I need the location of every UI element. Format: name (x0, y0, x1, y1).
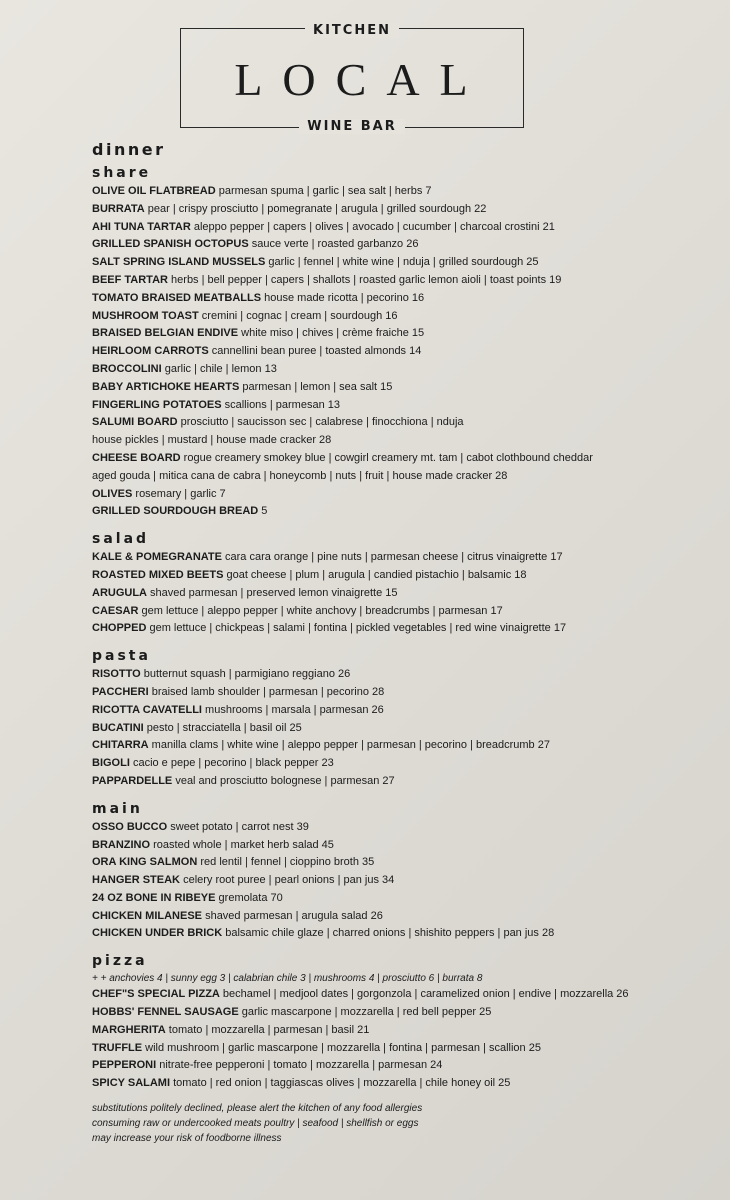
menu-item (92, 549, 712, 567)
menu-item-name: CHEF"S SPECIAL PIZZA (92, 988, 220, 1001)
item-list (92, 986, 712, 1093)
menu-item-name: AHI TUNA TARTAR (92, 220, 191, 233)
item-list (92, 819, 712, 944)
menu-item-description: sweet potato | carrot nest 39 (167, 820, 309, 833)
logo-name: LOCAL (234, 54, 488, 105)
menu-item (92, 684, 712, 702)
menu-item-description: nitrate-free pepperoni | tomato | mozzarella | parmesan 24 (156, 1059, 443, 1072)
menu-item-name: TOMATO BRAISED MEATBALLS (92, 291, 262, 304)
footer-notice (92, 1101, 712, 1146)
menu-item-name: ARUGULA (92, 586, 147, 599)
menu-item-name: PAPPARDELLE (92, 774, 173, 787)
menu-item (92, 468, 712, 486)
menu-item-description: manilla clams | white wine | aleppo pepper | parmesan | pecorino | breadcrumb 27 (148, 739, 550, 752)
menu-item-name: OLIVES (92, 487, 133, 500)
menu-item-description: house pickles | mustard | house made cracker 28 (92, 434, 332, 447)
menu-item (92, 219, 712, 237)
menu-item (92, 890, 712, 908)
menu-item-description: cara cara orange | pine nuts | parmesan cheese | citrus vinaigrette 17 (221, 551, 563, 564)
menu-item-name: OLIVE OIL FLATBREAD (92, 185, 216, 197)
menu-item-name: RICOTTA CAVATELLI (92, 703, 202, 716)
menu-item-description: cannellini bean puree | toasted almonds 14 (208, 345, 422, 358)
menu-item-description: aleppo pepper | capers | olives | avocado | cucumber | charcoal crostini 21 (190, 220, 555, 233)
menu-item (92, 272, 712, 290)
menu-item-description: 5 (258, 505, 268, 518)
menu-item-description: roasted whole | market herb salad 45 (150, 838, 334, 851)
section-salad (92, 531, 712, 638)
menu-item (92, 450, 712, 468)
menu-item-name: GRILLED SOURDOUGH BREAD (92, 505, 259, 518)
menu-item (92, 737, 712, 755)
menu-item (92, 432, 712, 450)
menu-item-name: MARGHERITA (92, 1023, 166, 1036)
menu-item (92, 755, 712, 773)
menu-item (92, 773, 712, 791)
menu-item (92, 1057, 712, 1075)
menu-item-description: butternut squash | parmigiano reggiano 26 (140, 668, 351, 681)
menu-item-name: BRANZINO (92, 838, 151, 851)
menu-item-name: PEPPERONI (92, 1059, 157, 1072)
menu-item-name: OSSO BUCCO (92, 820, 168, 833)
menu-item (92, 397, 712, 415)
menu-item (92, 567, 712, 585)
menu-item (92, 720, 712, 738)
menu-item-name: BEEF TARTAR (92, 273, 168, 286)
section-title: main (92, 800, 143, 817)
menu-item (92, 620, 712, 638)
menu-item (92, 308, 712, 326)
menu-item-name: CAESAR (92, 604, 139, 617)
menu-item (92, 254, 712, 272)
menu-item-description: house made ricotta | pecorino 16 (261, 291, 425, 304)
menu-item-description: braised lamb shoulder | parmesan | pecorino 28 (148, 685, 385, 698)
footer-line: consuming raw or undercooked meats poultry | seafood | shellfish or eggs (92, 1118, 419, 1130)
menu-item-description: veal and prosciutto bolognese | parmesan 27 (172, 774, 395, 787)
menu-item (92, 585, 712, 603)
menu-item (92, 1004, 712, 1022)
menu-item (92, 325, 712, 343)
menu-item-description: pear | crispy prosciutto | pomegranate | arugula | grilled sourdough 22 (144, 202, 487, 215)
menu-item-description: parmesan | lemon | sea salt 15 (239, 380, 393, 393)
menu-item (92, 379, 712, 397)
item-list (92, 666, 712, 791)
menu-item (92, 1075, 712, 1093)
section-title: pasta (92, 648, 151, 665)
menu-item (92, 236, 712, 254)
menu-item-description: mushrooms | marsala | parmesan 26 (201, 703, 384, 716)
menu-item-description: gremolata 70 (215, 891, 283, 904)
menu-item-name: BRAISED BELGIAN ENDIVE (92, 327, 239, 340)
menu-item-name: HEIRLOOM CARROTS (92, 345, 209, 358)
menu-item-description: red lentil | fennel | cioppino broth 35 (197, 856, 375, 869)
menu-item (92, 702, 712, 720)
menu-item (92, 503, 712, 521)
menu-item-description: parmesan spuma | garlic | sea salt | herbs 7 (215, 185, 432, 197)
section-title: share (92, 165, 152, 181)
menu-item-description: cremini | cognac | cream | sourdough 16 (198, 309, 398, 322)
menu-item-name: GRILLED SPANISH OCTOPUS (92, 238, 249, 251)
menu-item (92, 837, 712, 855)
menu-item-name: BROCCOLINI (92, 362, 162, 375)
menu-item-description: shaved parmesan | arugula salad 26 (202, 909, 383, 922)
menu-item-name: PACCHERI (92, 685, 149, 698)
menu-item (92, 986, 712, 1004)
logo-kitchen-text: KITCHEN (305, 23, 399, 38)
menu-title: dinner (92, 140, 166, 159)
footer-line: may increase your risk of foodborne illness (92, 1133, 282, 1145)
menu-item-description: pesto | stracciatella | basil oil 25 (143, 721, 302, 734)
menu-item-description: cacio e pepe | pecorino | black pepper 23 (129, 757, 334, 770)
menu-item-description: shaved parmesan | preserved lemon vinaigrette 15 (147, 586, 398, 599)
menu-item-name: HANGER STEAK (92, 874, 181, 887)
menu-item-name: MUSHROOM TOAST (92, 309, 199, 322)
menu-item-description: prosciutto | saucisson sec | calabrese | finocchiona | nduja (177, 416, 464, 429)
item-list (92, 183, 712, 521)
menu-item-name: ORA KING SALMON (92, 856, 198, 869)
footer-line: substitutions politely declined, please alert the kitchen of any food allergies (92, 1103, 423, 1115)
menu-item (92, 201, 712, 219)
menu-item-name: CHITARRA (92, 739, 149, 752)
item-list (92, 549, 712, 638)
menu-item-description: garlic | fennel | white wine | nduja | grilled sourdough 25 (265, 256, 539, 269)
menu-item (92, 603, 712, 621)
menu-item-name: HOBBS' FENNEL SAUSAGE (92, 1006, 239, 1019)
menu-item (92, 666, 712, 684)
menu-item-name: CHEESE BOARD (92, 451, 181, 464)
menu-item (92, 908, 712, 926)
menu-item-description: celery root puree | pearl onions | pan jus 34 (180, 874, 395, 887)
menu-item-name: RISOTTO (92, 668, 141, 681)
menu-item-description: balsamic chile glaze | charred onions | shishito peppers | pan jus 28 (222, 927, 555, 940)
menu-item-name: KALE & POMEGRANATE (92, 551, 222, 564)
restaurant-logo (180, 23, 524, 134)
logo-wine-bar-text: WINE BAR (299, 119, 404, 134)
menu-item-description: bechamel | medjool dates | gorgonzola | caramelized onion | endive | mozzarella 26 (219, 988, 629, 1001)
menu-item (92, 343, 712, 361)
menu-item (92, 183, 712, 201)
menu-item (92, 290, 712, 308)
menu-item (92, 361, 712, 379)
menu-item-name: BABY ARTICHOKE HEARTS (92, 380, 240, 393)
menu (92, 140, 712, 1146)
menu-item-name: BURRATA (92, 202, 145, 215)
menu-item (92, 414, 712, 432)
menu-item-description: sauce verte | roasted garbanzo 26 (248, 238, 419, 251)
menu-item-name: SALUMI BOARD (92, 416, 178, 429)
section-main (92, 801, 712, 944)
menu-item (92, 1022, 712, 1040)
menu-item-description: gem lettuce | aleppo pepper | white anchovy | breadcrumbs | parmesan 17 (138, 604, 503, 617)
section-pizza (92, 953, 712, 1093)
menu-item-name: TRUFFLE (92, 1041, 143, 1054)
menu-item-description: white miso | chives | crème fraiche 15 (238, 327, 425, 340)
menu-item (92, 872, 712, 890)
menu-item (92, 1040, 712, 1058)
menu-item (92, 854, 712, 872)
menu-item-description: wild mushroom | garlic mascarpone | mozzarella | fontina | parmesan | scallion 25 (142, 1041, 541, 1054)
menu-item-description: gem lettuce | chickpeas | salami | fontina | pickled vegetables | red wine vinaigrette 17 (146, 622, 567, 635)
menu-item-description: aged gouda | mitica cana de cabra | honeycomb | nuts | fruit | house made cracker 28 (92, 469, 508, 482)
menu-item-description: tomato | mozzarella | parmesan | basil 21 (165, 1023, 370, 1036)
menu-item-name: CHICKEN MILANESE (92, 909, 203, 922)
menu-item-description: garlic mascarpone | mozzarella | red bell pepper 25 (238, 1006, 492, 1019)
menu-item-name: BUCATINI (92, 721, 144, 734)
menu-item (92, 925, 712, 943)
menu-item-name: 24 OZ BONE IN RIBEYE (92, 891, 216, 904)
menu-item (92, 819, 712, 837)
section-share (92, 165, 712, 521)
menu-item-description: scallions | parmesan 13 (221, 398, 340, 411)
menu-item-name: CHOPPED (92, 622, 147, 635)
menu-item (92, 486, 712, 504)
menu-item-name: BIGOLI (92, 757, 130, 770)
section-pasta (92, 648, 712, 791)
menu-item-description: goat cheese | plum | arugula | candied pistachio | balsamic 18 (223, 568, 527, 581)
menu-item-description: herbs | bell pepper | capers | shallots | roasted garlic lemon aioli | toast points 19 (167, 273, 562, 286)
menu-item-name: CHICKEN UNDER BRICK (92, 927, 223, 940)
menu-item-description: rosemary | garlic 7 (132, 487, 226, 500)
menu-item-name: FINGERLING POTATOES (92, 398, 222, 411)
menu-item-name: SPICY SALAMI (92, 1077, 171, 1090)
menu-item-description: tomato | red onion | taggiascas olives | mozzarella | chile honey oil 25 (170, 1077, 511, 1090)
menu-item-description: garlic | chile | lemon 13 (161, 362, 277, 375)
section-title: pizza (92, 953, 148, 970)
menu-item-name: SALT SPRING ISLAND MUSSELS (92, 256, 266, 269)
menu-item-description: rogue creamery smokey blue | cowgirl creamery mt. tam | cabot clothbound cheddar (180, 451, 593, 464)
section-title: salad (92, 531, 150, 548)
pizza-addons: + + anchovies 4 | sunny egg 3 | calabrian chile 3 | mushrooms 4 | prosciutto 6 | burrata 8 (92, 973, 483, 985)
menu-item-name: ROASTED MIXED BEETS (92, 568, 224, 581)
